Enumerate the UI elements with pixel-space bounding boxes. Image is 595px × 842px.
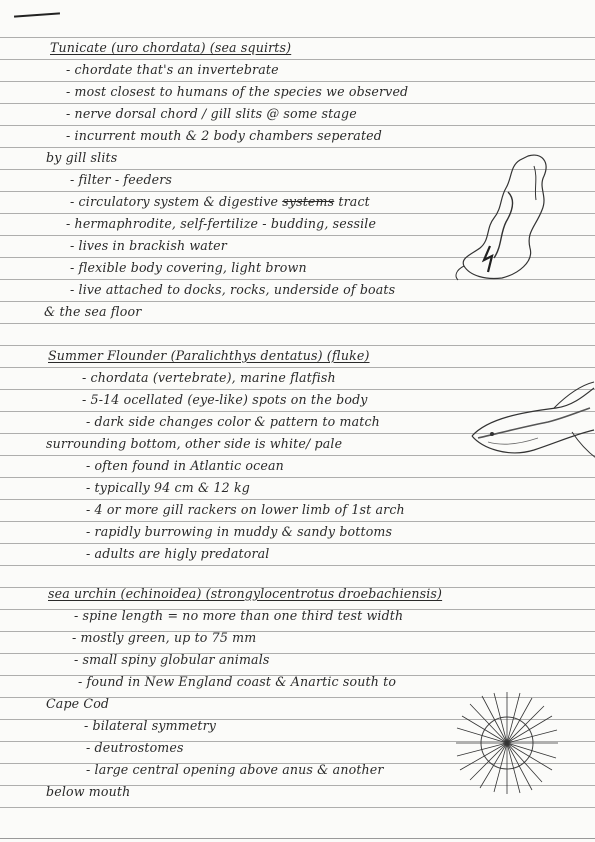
struck-word: systems — [282, 194, 335, 209]
tunicate-note — [70, 194, 370, 209]
urchin-note: - large central opening above anus & another — [86, 762, 384, 777]
flounder-sketch — [468, 378, 595, 468]
tunicate-note: - live attached to docks, rocks, underside of boats — [70, 282, 396, 297]
tunicate-note: - nerve dorsal chord / gill slits @ some stage — [66, 106, 357, 121]
flounder-note: - dark side changes color & pattern to match — [86, 414, 380, 429]
tunicate-note-text: - circulatory system & digestive — [70, 194, 283, 209]
urchin-note: Cape Cod — [46, 696, 110, 711]
tunicate-note: - incurrent mouth & 2 body chambers seperated — [66, 128, 382, 143]
flounder-note: - rapidly burrowing in muddy & sandy bottoms — [86, 524, 393, 539]
tunicate-note: by gill slits — [46, 150, 118, 165]
tunicate-note: & the sea floor — [44, 304, 142, 319]
urchin-heading: sea urchin (echinoidea) (strongylocentrotus droebachiensis) — [48, 586, 443, 601]
flounder-note: - 4 or more gill rackers on lower limb of 1st arch — [86, 502, 405, 517]
flounder-heading: Summer Flounder (Paralichthys dentatus) (fluke) — [48, 348, 370, 363]
urchin-note: - spine length = no more than one third test width — [74, 608, 404, 623]
urchin-note: - deutrostomes — [86, 740, 184, 755]
flounder-note: - adults are higly predatoral — [86, 546, 270, 561]
tunicate-note: - most closest to humans of the species we observed — [66, 84, 409, 99]
urchin-note: - found in New England coast & Anartic south to — [78, 674, 397, 689]
tunicate-note: - filter - feeders — [70, 172, 173, 187]
flounder-note: - chordata (vertebrate), marine flatfish — [82, 370, 336, 385]
flounder-note: - often found in Atlantic ocean — [86, 458, 284, 473]
tunicate-note-text: tract — [334, 194, 370, 209]
flounder-note: - 5-14 ocellated (eye-like) spots on the body — [82, 392, 368, 407]
urchin-note: - small spiny globular animals — [74, 652, 270, 667]
flounder-note: surrounding bottom, other side is white/ pale — [46, 436, 343, 451]
tunicate-note: - lives in brackish water — [70, 238, 227, 253]
sea-urchin-sketch — [452, 688, 562, 798]
flounder-note: - typically 94 cm & 12 kg — [86, 480, 250, 495]
tunicate-sketch — [450, 148, 590, 288]
tunicate-note: - chordate that's an invertebrate — [66, 62, 279, 77]
pen-mark — [14, 12, 60, 17]
urchin-note: below mouth — [46, 784, 131, 799]
tunicate-note: - hermaphrodite, self-fertilize - budding, sessile — [66, 216, 377, 231]
urchin-note: - mostly green, up to 75 mm — [72, 630, 257, 645]
tunicate-heading: Tunicate (uro chordata) (sea squirts) — [50, 40, 292, 55]
urchin-note: - bilateral symmetry — [84, 718, 217, 733]
tunicate-note: - flexible body covering, light brown — [70, 260, 307, 275]
page-bottom-edge — [0, 838, 595, 839]
